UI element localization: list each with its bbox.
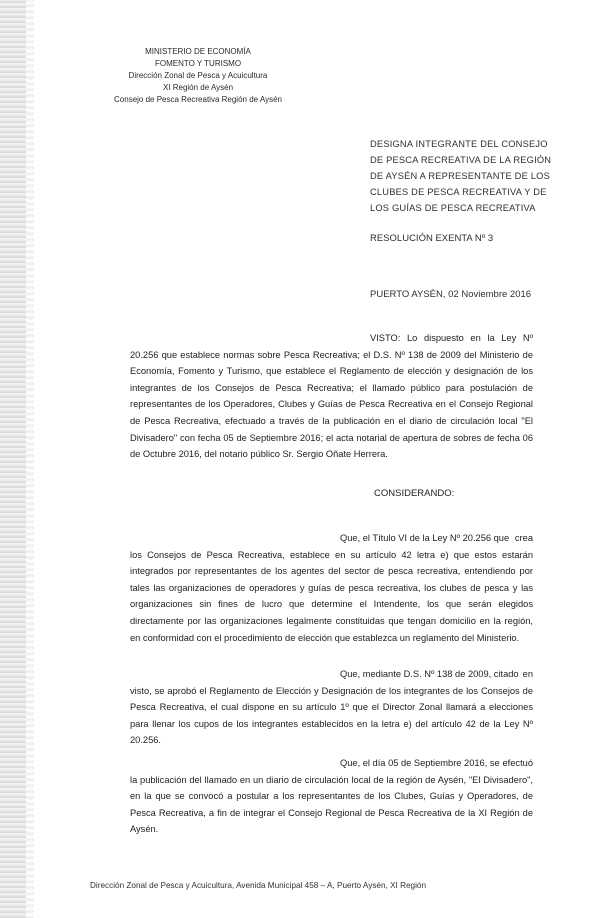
ministry-header [98, 46, 298, 106]
footer-address: Dirección Zonal de Pesca y Acuicultura, Avenida Municipal 458 – A, Puerto Aysén, XI Región [90, 881, 427, 890]
paragraph-1-text: crea los Consejos de Pesca Recreativa, establece en su artículo 42 letra e) que estos estarán integrados por representantes de los agentes del sector de pesca recreativa, entendiendo por tales las organizaciones de operadores y guías de pesca recreativa, los clubes de pesca y las organizaciones sin fines de lucro que determine el Intendente, los que serán elegidos directamente por las organizaciones legalmente constituidas que tengan domicilio en la región, en conformidad con el procedimiento de elección que establezca un reglamento del Ministerio. [130, 533, 533, 643]
visto-paragraph [130, 330, 533, 463]
paragraph-2-lead: Que, mediante D.S. Nº 138 de 2009, citado [340, 669, 519, 679]
ministry-line-3: Dirección Zonal de Pesca y Acuicultura [128, 71, 268, 80]
paragraph-3-text: efectuó la publicación del llamado en un diario de circulación local de la región de Aysén, "El Divisadero", en la que se convocó a postular a los representantes de los Clubes, Guías y Operadores, de Pesca Recreativa, a fin de integrar el Consejo Regional de Pesca Recreativa de la XI Región de Aysén. [130, 758, 533, 835]
title-line-3: DE AYSÉN A REPRESENTANTE DE LOS [370, 171, 550, 181]
paragraph-1-lead: Que, el Título VI de la Ley Nº 20.256 que [340, 533, 510, 543]
paragraph-1 [130, 530, 533, 646]
visto-label: VISTO: [370, 333, 401, 343]
paragraph-3-lead: Que, el día 05 de Septiembre 2016, se [340, 758, 500, 768]
considerando-heading: CONSIDERANDO: [374, 488, 455, 499]
visto-text: Lo dispuesto en la Ley Nº 20.256 que establece normas sobre Pesca Recreativa; el D.S. Nº 138 de 2009 del Ministerio de Economía, Fomento y Turismo, que establece el Reglamento de elección y designación de los integrantes de los Consejos de Pesca Recreativa; el llamado público para postulación de representantes de los Operadores, Clubes y Guías de Pesca Recreativa en el Consejo Regional de Pesca Recreativa, efectuado a través de la publicación en el diario de circulación local "El Divisadero" con fecha 05 de Septiembre 2016; el acta notarial de apertura de sobres de fecha 06 de Octubre 2016, del notario público Sr. Sergio Oñate Herrera. [130, 333, 533, 460]
scan-edge-shadow [0, 0, 26, 918]
ministry-line-4: XI Región de Aysén [162, 83, 234, 92]
place-and-date: PUERTO AYSÉN, 02 Noviembre 2016 [370, 289, 532, 300]
document-title [370, 136, 570, 216]
resolution-number: RESOLUCIÓN EXENTA Nº 3 [370, 233, 494, 244]
scan-edge-shadow-inner [26, 0, 34, 918]
title-line-2: DE PESCA RECREATIVA DE LA REGIÓN [370, 155, 552, 165]
paragraph-3 [130, 755, 533, 838]
ministry-line-5: Consejo de Pesca Recreativa Región de Aysén [114, 95, 282, 104]
ministry-line-1: MINISTERIO DE ECONOMÍA [145, 47, 251, 56]
title-line-4: CLUBES DE PESCA RECREATIVA Y DE [370, 187, 547, 197]
paragraph-2-text: en visto, se aprobó el Reglamento de Elección y Designación de los integrantes de los Consejos de Pesca Recreativa, el cual dispone en su artículo 1º que el Director Zonal llamará a elecciones para llenar los cupos de los integrantes establecidos en la letra e) del artículo 42 de la Ley Nº 20.256. [130, 669, 533, 746]
title-line-1: DESIGNA INTEGRANTE DEL CONSEJO [370, 139, 548, 149]
paragraph-2 [130, 666, 533, 749]
title-line-5: LOS GUÍAS DE PESCA RECREATIVA [370, 203, 536, 213]
ministry-line-2: FOMENTO Y TURISMO [154, 59, 242, 68]
